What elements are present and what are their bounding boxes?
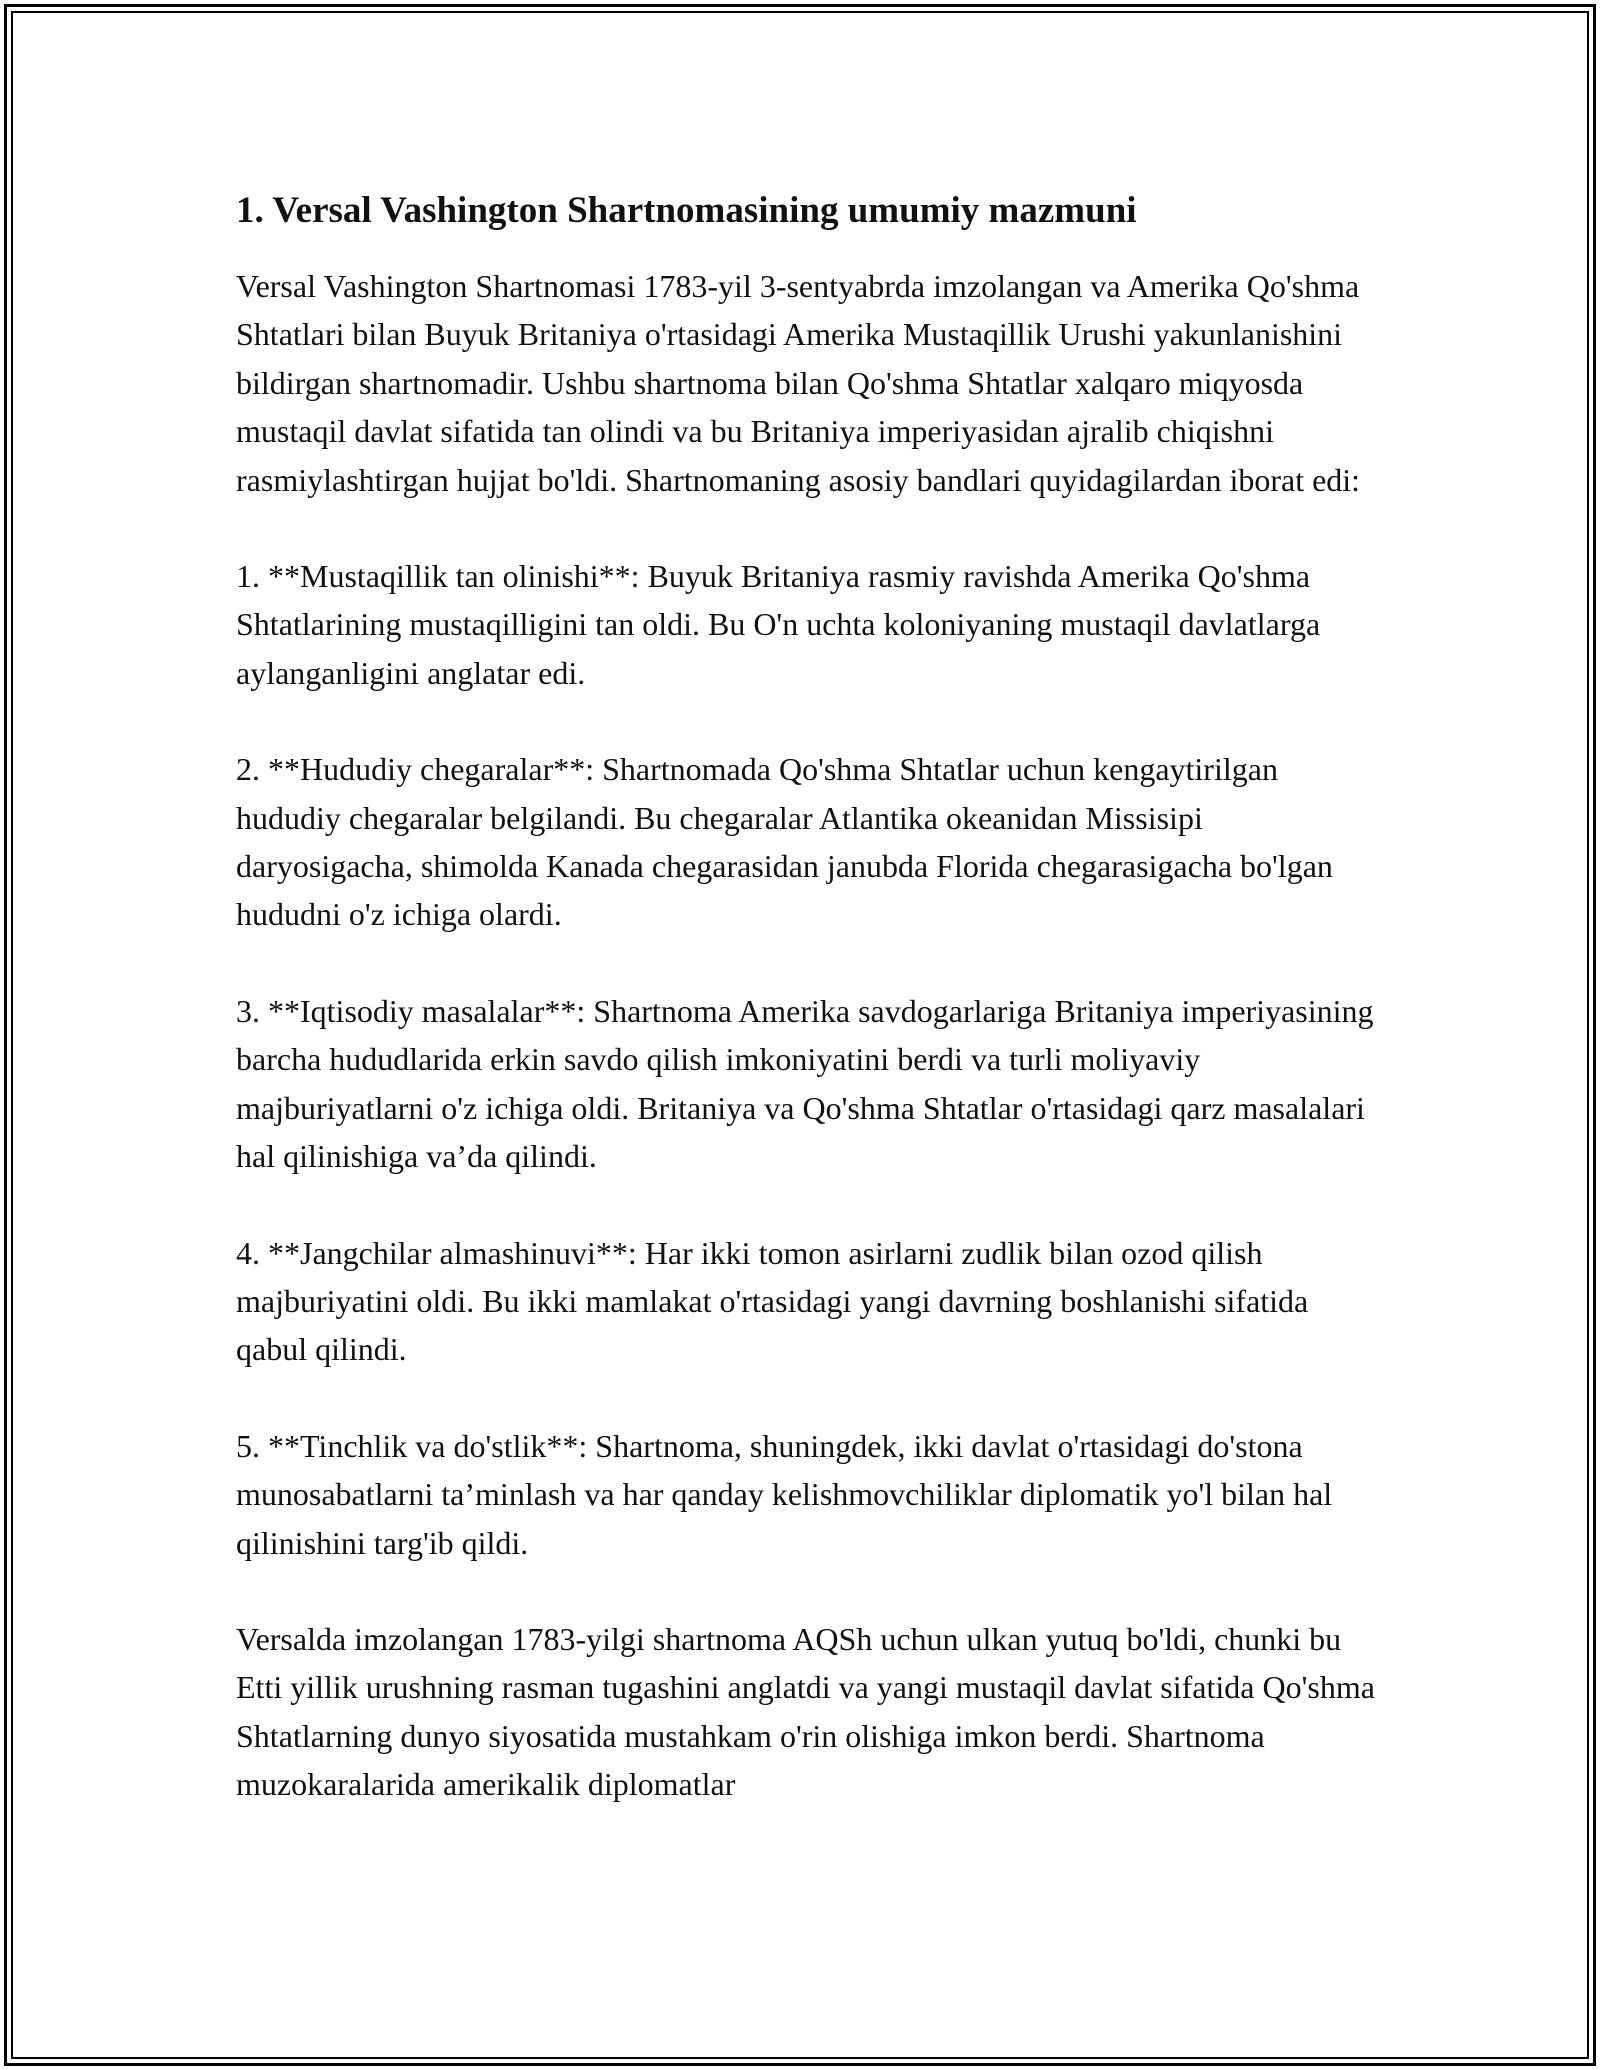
list-item-independence: 1. **Mustaqillik tan olinishi**: Buyuk Britaniya rasmiy ravishda Amerika Qo'shma Shtatlarining mustaqilligini tan oldi. Bu O'n uchta koloniyaning mustaqil davlatlarga aylanganligini anglatar edi. [236,558,1321,691]
list-item-economic: 3. **Iqtisodiy masalalar**: Shartnoma Amerika savdogarlariga Britaniya imperiyasining barcha hududlarida erkin savdo qilish imkoniyatini berdi va turli moliyaviy majburiyatlarni o'z ichiga oldi. Britaniya va Qo'shma Shtatlar o'rtasidagi qarz masalalari hal qilinishiga va’da qilindi. [236,992,1374,1175]
closing-paragraph: Versalda imzolangan 1783-yilgi shartnoma AQSh uchun ulkan yutuq bo'ldi, chunki bu Etti yillik urushning rasman tugashini anglatdi va yangi mustaqil davlat sifatida Qo'shma Shtatlarning dunyo siyosatida mustahkam o'rin olishiga imkon berdi. Shartnoma muzokaralarida amerikalik diplomatlar [236,1620,1375,1803]
intro-paragraph: Versal Vashington Shartnomasi 1783-yil 3-sentyabrda imzolangan va Amerika Qo'shma Shtatlari bilan Buyuk Britaniya o'rtasidagi Amerika Mustaqillik Urushi yakunlanishini bildirgan shartnomadir. Ushbu shartnoma bilan Qo'shma Shtatlar xalqaro miqyosda mustaqil davlat sifatida tan olindi va bu Britaniya imperiyasidan ajralib chiqishni rasmiylashtirgan hujjat bo'ldi. Shartnomaning asosiy bandlari quyidagilardan iborat edi: [236,268,1361,498]
section-heading: 1. Versal Vashington Shartnomasining umumiy mazmuni [236,190,1137,231]
list-item-prisoners: 4. **Jangchilar almashinuvi**: Har ikki tomon asirlarni zudlik bilan ozod qilish majburiyatini oldi. Bu ikki mamlakat o'rtasidagi yangi davrning boshlanishi sifatida qabul qilindi. [236,1234,1309,1368]
list-item-peace: 5. **Tinchlik va do'stlik**: Shartnoma, shuningdek, ikki davlat o'rtasidagi do'stona munosabatlarni ta’minlash va har qanday kelishmovchiliklar diplomatik yo'l bilan hal qilinishini targ'ib qildi. [236,1427,1333,1561]
document-body [236,186,1386,1809]
list-item-borders: 2. **Hududiy chegaralar**: Shartnomada Qo'shma Shtatlar uchun kengaytirilgan hududiy chegaralar belgilandi. Bu chegaralar Atlantika okeanidan Missisipi daryosigacha, shimolda Kanada chegarasidan janubda Florida chegarasigacha bo'lgan hududni o'z ichiga olardi. [236,751,1333,933]
